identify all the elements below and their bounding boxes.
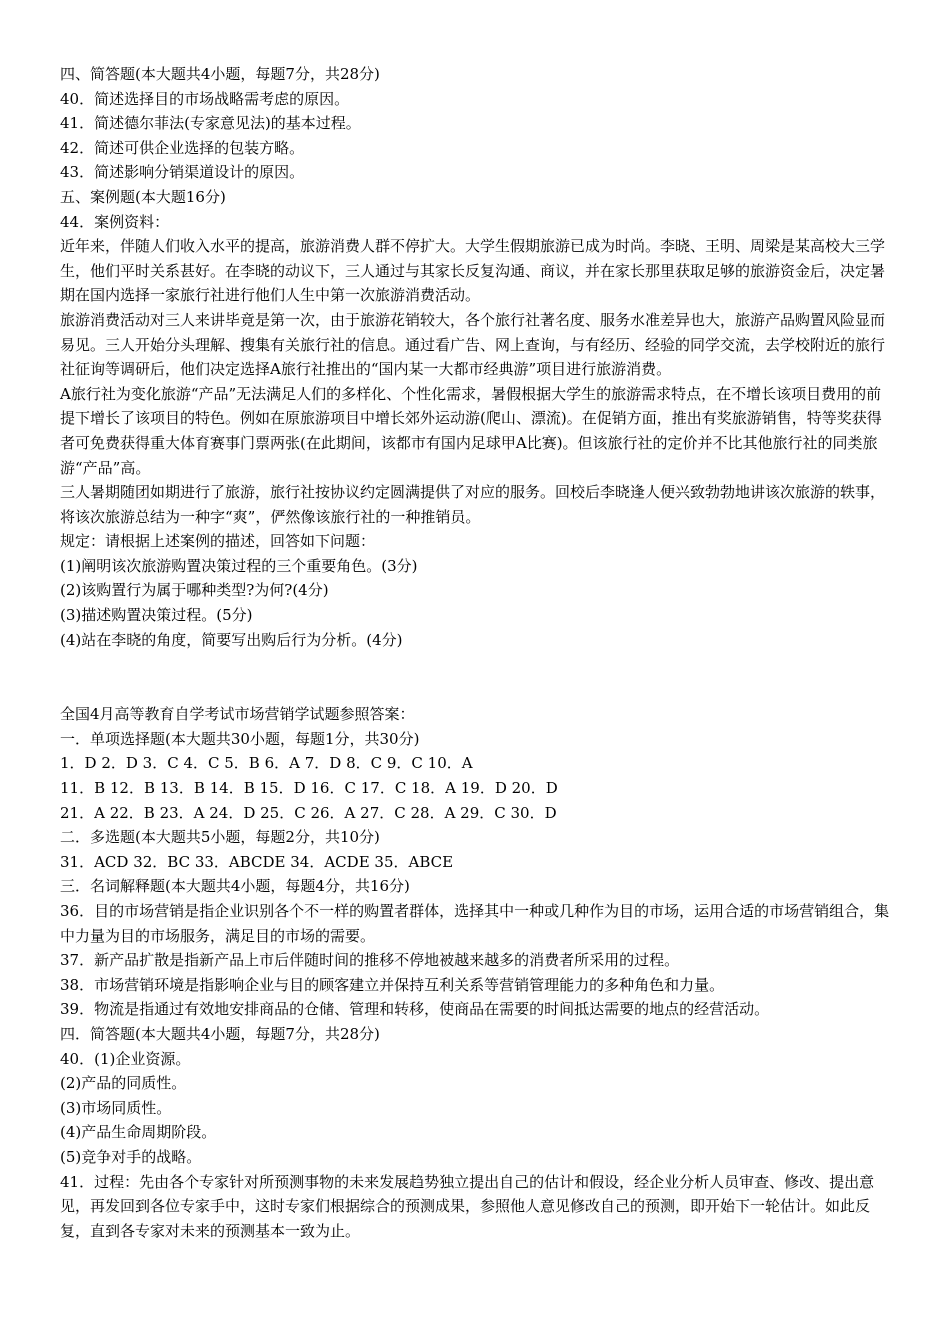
answer-row: 21．A 22．B 23．A 24．D 25．C 26．A 27．C 28．A 29．C 30．D [60, 803, 557, 822]
answer-36: 36．目的市场营销是指企业识别各个不一样的购置者群体，选择其中一种或几种作为目的市场，运用合适的市场营销组合，集中力量为目的市场服务，满足目的市场的需要。 [60, 902, 890, 945]
case-paragraph: 旅游消费活动对三人来讲毕竟是第一次，由于旅游花销较大，各个旅行社著名度、服务水准差异也大，旅游产品购置风险显而易见。三人开始分头理解、搜集有关旅行社的信息。通过看广告、网上查询，与有经历、经验的同学交流，去学校附近的旅行社征询等调研后，他们决定选择A旅行社推出的“国内某一大都市经典游”项目进行旅游消费。 [60, 310, 886, 379]
answer-40-item: (3)市场同质性。 [60, 1098, 172, 1117]
question-41: 41．简述德尔菲法(专家意见法)的基本过程。 [60, 114, 361, 133]
case-paragraph: A旅行社为变化旅游“产品”无法满足人们的多样化、个性化需求，暑假根据大学生的旅游需求特点，在不增长该项目费用的前提下增长了该项目的特色。例如在原旅游项目中增长郊外运动游(爬山、漂流)。在促销方面，推出有奖旅游销售，特等奖获得者可免费获得重大体育赛事门票两张(在此期间，该都市有国内足球甲A比赛)。但该旅行社的定价并不比其他旅行社的同类旅游“产品”高。 [60, 384, 882, 477]
section-heading: 五、案例题(本大题16分) [60, 187, 226, 206]
section-heading: 三．名词解释题(本大题共4小题，每题4分，共16分) [60, 877, 410, 896]
section-heading: 一．单项选择题(本大题共30小题，每题1分，共30分) [60, 729, 420, 748]
answer-40: 40．(1)企业资源。 [60, 1049, 191, 1068]
question-40: 40．简述选择目的市场战略需考虑的原因。 [60, 89, 350, 108]
requirement-item: (1)阐明该次旅游购置决策过程的三个重要角色。(3分) [60, 556, 418, 575]
question-42: 42．简述可供企业选择的包装方略。 [60, 138, 305, 157]
document-page [60, 62, 895, 1243]
answer-41: 41．过程：先由各个专家针对所预测事物的未来发展趋势独立提出自己的估计和假设，经企业分析人员审查、修改、提出意见，再发回到各位专家手中，这时专家们根据综合的预测成果，参照他人意见修改自己的预测，即开始下一轮估计。如此反复，直到各专家对未来的预测基本一致为止。 [60, 1172, 875, 1240]
case-paragraph: 近年来，伴随人们收入水平的提高，旅游消费人群不停扩大。大学生假期旅游已成为时尚。李晓、王明、周梁是某高校大三学生，他们平时关系甚好。在李晓的动议下，三人通过与其家长反复沟通、商议，并在家长那里获取足够的旅游资金后，决定暑期在国内选择一家旅行社进行他们人生中第一次旅游消费活动。 [60, 237, 886, 305]
answer-39: 39．物流是指通过有效地安排商品的仓储、管理和转移，使商品在需要的时间抵达需要的地点的经营活动。 [60, 1000, 770, 1019]
section-heading: 四．简答题(本大题共4小题，每题7分，共28分) [60, 1024, 380, 1043]
section-heading: 四、简答题(本大题共4小题，每题7分，共28分) [60, 65, 380, 83]
question-44: 44．案例资料： [60, 212, 170, 231]
answer-row: 1．D 2．D 3．C 4．C 5．B 6．A 7．D 8．C 9．C 10．A [60, 754, 473, 773]
section-spacer [60, 652, 895, 702]
requirement-item: (4)站在李晓的角度，简要写出购后行为分析。(4分) [60, 630, 403, 649]
requirement-item: (2)该购置行为属于哪种类型?为何?(4分) [60, 581, 329, 600]
question-43: 43．简述影响分销渠道设计的原因。 [60, 163, 305, 182]
answer-40-item: (5)竞争对手的战略。 [60, 1147, 202, 1166]
requirement-item: (3)描述购置决策过程。(5分) [60, 606, 253, 625]
answer-row: 31．ACD 32．BC 33．ABCDE 34．ACDE 35．ABCE [60, 852, 454, 871]
answer-37: 37．新产品扩散是指新产品上市后伴随时间的推移不停地被越来越多的消费者所采用的过程。 [60, 951, 680, 970]
answer-38: 38．市场营销环境是指影响企业与目的顾客建立并保持互利关系等营销管理能力的多种角色和力量。 [60, 975, 725, 994]
answers-title: 全国4月高等教育自学考试市场营销学试题参照答案： [60, 705, 415, 724]
answer-40-item: (4)产品生命周期阶段。 [60, 1123, 217, 1142]
answer-40-item: (2)产品的同质性。 [60, 1074, 187, 1093]
requirement-intro: 规定：请根据上述案例的描述，回答如下问题： [60, 532, 376, 551]
case-paragraph: 三人暑期随团如期进行了旅游，旅行社按协议约定圆满提供了对应的服务。回校后李晓逢人便兴致勃勃地讲该次旅游的轶事，将该次旅游总结为一种字“爽”，俨然像该旅行社的一种推销员。 [60, 483, 886, 526]
section-heading: 二．多选题(本大题共5小题，每题2分，共10分) [60, 828, 380, 847]
answer-row: 11．B 12．B 13．B 14．B 15．D 16．C 17．C 18．A 19．D 20．D [60, 779, 558, 798]
